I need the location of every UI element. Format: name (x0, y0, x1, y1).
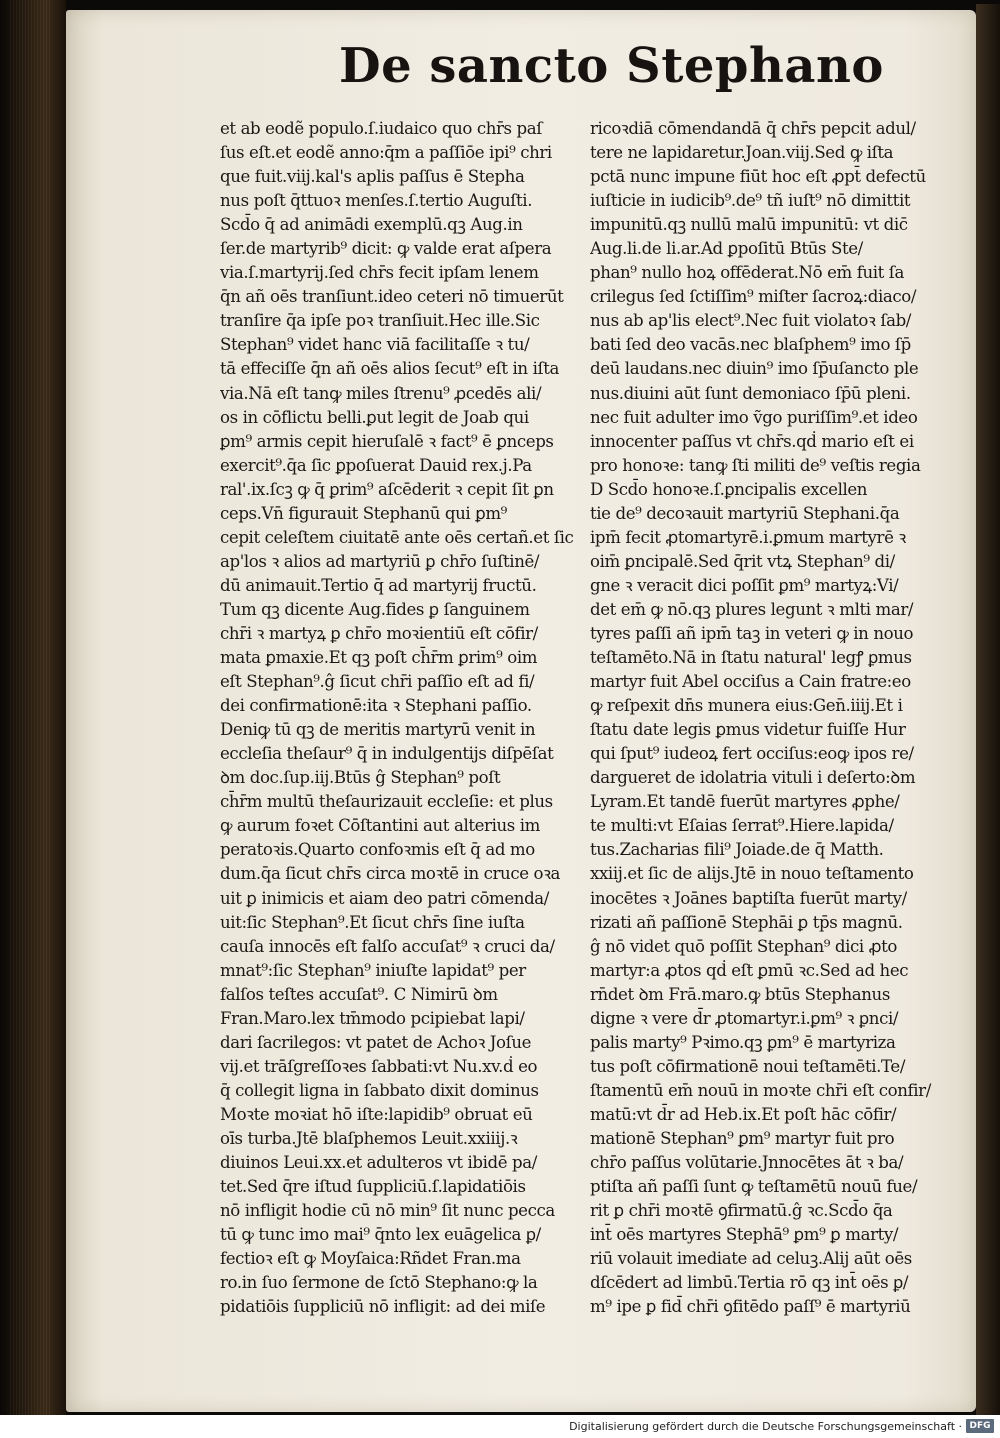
text-line: fectioꝛ eſt ꝙ Moyſaica:Rñdet Fran.ma (220, 1249, 521, 1269)
text-line: bati ſed deo vacās.nec blaſphem⁹ imo ſp̄ (590, 335, 911, 355)
text-line: eccleſia theſaur⁹ q̄ in indulgentijs diſpēſat (220, 744, 554, 764)
text-line: q̄ collegit ligna in ſabbato dixit dominus (220, 1080, 539, 1100)
text-line: ſtamentū em̄ nouū in moꝛte chr̄i eſt confir/ (590, 1080, 931, 1100)
text-line: ꝑm⁹ armis cepit hieruſalē ꝛ fact⁹ ē ꝑnceps (220, 431, 554, 451)
text-line: pidatiōis ſuppliciū nō infligit: ad dei miſe (220, 1297, 546, 1317)
text-line: ral'.ix.ſcꝫ ꝙ q̄ ꝑrim⁹ aſcēderit ꝛ cepit ſit ꝑn (220, 479, 554, 499)
funding-credit: Digitalisierung gefördert durch die Deutsche Forschungsgemeinschaft · (569, 1420, 962, 1433)
text-line: pro honoꝛe: tanꝙ ſti militi de⁹ veſtis regia (590, 455, 921, 475)
text-line: ro.in ſuo ſermone de ſctō Stephano:ꝙ la (220, 1273, 538, 1293)
text-line: via.Nā eſt tanꝙ miles ſtrenu⁹ ꝓcedēs ali/ (220, 383, 542, 403)
text-line: oīs turba.Jtē blaſphemos Leuit.xxiiij.ꝛ (220, 1128, 518, 1148)
text-line: chr̄o paſſus volūtarie.Jnnocētes āt ꝛ ba/ (590, 1153, 904, 1173)
text-line: ſer.de martyrib⁹ dicit: ꝙ valde erat aſpera (220, 239, 552, 259)
text-line: tet.Sed q̄re iſtud ſuppliciū.ſ.lapidatiōis (220, 1177, 526, 1197)
text-line: dari ſacrilegos: vt patet de Achoꝛ Joſue (220, 1032, 532, 1052)
text-line: ch̄r̄m multū theſaurizauit eccleſie: et plus (220, 792, 553, 812)
text-line: deū laudans.nec diuin⁹ imo ſp̄uſancto ple (590, 359, 919, 379)
text-line: nō infligit hodie cū nō min⁹ ſit nunc pecca (220, 1201, 555, 1221)
text-line: tus.Zacharias fili⁹ Joiade.de q̄ Matth. (590, 840, 884, 860)
text-line: ĝ nō videt quō poſſit Stephan⁹ dici ꝓto (590, 936, 898, 956)
text-line: vij.et trāſgreſſoꝛes ſabbati:vt Nu.xv.ḋ eo (220, 1056, 538, 1076)
text-line: cepit celeſtem ciuitatē ante oēs certañ.et ſic (220, 527, 574, 547)
text-line: ꝙ reſpexit dn̄s munera eius:Gen̄.iiij.Et i (590, 696, 903, 716)
text-line: tere ne lapidaretur.Joan.viij.Sed ꝙ iſta (590, 143, 894, 163)
text-line: uit:ſic Stephan⁹.Et ſicut chr̄s ſine iuſta (220, 912, 525, 932)
text-line: qui ſput⁹ iudeoꝝ fert occiſus:eoꝙ ipos re/ (590, 744, 914, 764)
text-line: gne ꝛ veracit dici poſſit ꝑm⁹ martyꝝ:Vi/ (590, 575, 899, 595)
footer-bar (0, 1415, 1000, 1438)
text-line: iuſticie in iudicib⁹.de⁹ tñ iuſt⁹ nō dimittit (590, 191, 911, 211)
text-line: ap'los ꝛ alios ad martyriū ꝑ chr̄o ſuſtinē/ (220, 551, 540, 571)
text-line: Lyram.Et tandē fuerūt martyres ꝓphe/ (590, 792, 900, 812)
text-line: chr̄i ꝛ martyꝝ ꝑ chr̄o moꝛientiū eſt cōfir/ (220, 623, 538, 643)
text-line: cauſa innocēs eſt falſo accuſat⁹ ꝛ cruci da/ (220, 936, 555, 956)
text-line: ceps.Vn̄ figurauit Stephanū qui ꝑm⁹ (220, 503, 507, 523)
text-line: martyr fuit Abel occiſus a Cain fratre:eo (590, 672, 911, 692)
text-line: nus.diuini aūt ſunt demoniaco ſp̄ū pleni. (590, 383, 911, 403)
text-line: inocētes ꝛ Joānes baptiſta fuerūt marty/ (590, 888, 907, 908)
text-line: ſtatu date legis ꝑmus videtur fuiſſe Hur (590, 720, 906, 740)
text-line: tyres paſſi añ ipm̄ taꝫ in veteri ꝙ in nouo (590, 623, 914, 643)
text-line: tū ꝙ tunc imo mai⁹ q̄nto lex euāgelica ꝑ/ (220, 1225, 541, 1245)
text-line: det em̄ ꝙ nō.qꝫ plures legunt ꝛ mlti mar/ (590, 599, 914, 619)
text-line: Stephan⁹ videt hanc viā facilitaſſe ꝛ tu/ (220, 335, 530, 355)
text-line: oim̄ ꝑncipalē.Sed q̄rit vtꝝ Stephan⁹ di/ (590, 551, 895, 571)
text-line: innocenter paſſus vt chr̄s.qḋ mario eſt ei (590, 431, 914, 451)
text-line: nus ab ap'lis elect⁹.Nec fuit violatoꝛ ſab/ (590, 311, 911, 331)
text-line: impunitū.qꝫ nullū malū impunitū: vt dic̄ (590, 215, 908, 235)
text-line: que fuit.viij.kal's aplis paſſus ē Stepha (220, 167, 525, 187)
text-line: mnat⁹:ſic Stephan⁹ iniuſte lapidat⁹ per (220, 960, 526, 980)
text-line: Deniꝙ tū qꝫ de meritis martyrū venit in (220, 720, 536, 740)
text-line: pctā nunc impune fiūt hoc eſt ꝓpt̄ defectū (590, 167, 926, 187)
text-line: m⁹ ipe ꝑ fid̄ chr̄i ꝯfitēdo paſſ⁹ ē martyriū (590, 1297, 911, 1317)
text-line: nec fuit adulter imo ṽgo puriſſim⁹.et ideo (590, 407, 918, 427)
text-line: os in cōflictu belli.ꝑut legit de Joab qui (220, 407, 529, 427)
text-column-left (220, 117, 592, 1319)
text-line: palis marty⁹ Pꝛimo.qꝫ ꝑm⁹ ē martyriza (590, 1032, 896, 1052)
book-page-edges (0, 0, 66, 1415)
text-line: mationē Stephan⁹ ꝑm⁹ martyr fuit pro (590, 1128, 895, 1148)
text-line: dum.q̄a ſicut chr̄s circa moꝛtē in cruce oꝛa (220, 864, 561, 884)
text-line: ꝙ aurum foꝛet Cōſtantini aut alterius im (220, 816, 540, 836)
text-line: digne ꝛ vere d̄r ꝓtomartyr.i.ꝑm⁹ ꝛ ꝑnci/ (590, 1008, 899, 1028)
text-line: rn̄det ꝺm Frā.maro.ꝙ btūs Stephanus (590, 984, 890, 1004)
text-line: dſcēdert ad limbū.Tertia rō qꝫ int̄ oēs ꝑ/ (590, 1273, 909, 1293)
text-line: diuinos Leui.xx.et adulteros vt ibidē pa/ (220, 1153, 537, 1173)
text-line: dei confirmationē:ita ꝛ Stephani paſſio. (220, 696, 532, 716)
text-line: ricoꝛdiā cōmendandā q̄ chr̄s pepcit adul/ (590, 119, 916, 138)
text-line: dargueret de idolatria vituli i deſerto:ꝺm (590, 768, 916, 788)
text-line: Moꝛte moꝛiat hō iſte:lapidib⁹ obruat eū (220, 1104, 533, 1124)
text-line: teſtamēto.Nā in ſtatu natural' legꝭ ꝑmus (590, 648, 912, 668)
text-line: Aug.li.de li.ar.Ad ꝑpoſitū Btūs Ste/ (590, 239, 863, 259)
text-line: martyr:a ꝓtos qḋ eſt ꝑmū ꝛc.Sed ad hec (590, 960, 909, 980)
text-line: xxiij.et ſic de alijs.Jtē in nouo teſtamento (590, 864, 914, 884)
text-line: Scd̄o q̄ ad animādi exemplū.qꝫ Aug.in (220, 215, 523, 235)
page-heading: De sancto Stephano (339, 38, 884, 94)
book-cover-edge (976, 4, 1000, 1416)
text-line: mata ꝑmaxie.Et qꝫ poſt ch̄r̄m ꝑrim⁹ oim (220, 648, 538, 668)
text-line: tus poſt cōfirmationē noui teſtamēti.Te/ (590, 1056, 906, 1076)
text-line: dū animauit.Tertio q̄ ad martyrij fructū. (220, 575, 537, 595)
text-line: uit ꝑ inimicis et aiam deo patri cōmenda/ (220, 888, 549, 908)
text-line: nus poſt q̄ttuoꝛ menſes.ſ.tertio Auguſti. (220, 191, 533, 211)
text-line: ꝺm doc.ſup.iij.Btūs ĝ Stephan⁹ poſt (220, 768, 501, 788)
text-line: via.ſ.martyrij.ſed chr̄s fecit ipſam lenem (220, 263, 539, 283)
text-line: tranſire q̄a ipſe poꝛ tranſiuit.Hec ille.Sic (220, 311, 540, 331)
text-line: exercit⁹.q̄a ſic ꝑpoſuerat Dauid rex.j.Pa (220, 455, 532, 475)
text-line: crilegus ſed ſctiſſim⁹ miſter ſacroꝝ:diaco/ (590, 287, 917, 307)
text-line: matū:vt d̄r ad Heb.ix.Et poſt hāc cōfir/ (590, 1104, 897, 1124)
text-line: ptiſta añ paſſi ſunt ꝙ teſtamētū nouū fue/ (590, 1177, 918, 1197)
text-column-right (590, 117, 962, 1319)
text-line: rizati añ paſſionē Stephāi ꝑ tp̄s magnū. (590, 912, 903, 932)
text-line: peratoꝛis.Quarto confoꝛmis eſt q̄ ad mo (220, 840, 535, 860)
text-line: riū volauit imediate ad celuꝫ.Alij aūt oēs (590, 1249, 912, 1269)
dfg-logo: DFG (966, 1419, 994, 1433)
text-line: Tum qꝫ dicente Aug.fides ꝑ ſanguinem (220, 599, 530, 619)
text-line: falſos teſtes accuſat⁹. C Nimirū ꝺm (220, 984, 498, 1004)
text-line: phan⁹ nullo hoꝝ offēderat.Nō em̄ fuit ſa (590, 263, 905, 283)
text-line: q̄n añ oēs tranſiunt.ideo ceteri nō timuerūt (220, 287, 564, 307)
text-line: eſt Stephan⁹.ĝ ſicut chr̄i paſſio eſt ad fi/ (220, 672, 535, 692)
text-line: ſus eſt.et eodẽ anno:q̄m a paſſiōe ipi⁹ chri (220, 143, 552, 163)
text-line: tā effeciſſe q̄n añ oēs alios ſecut⁹ eſt in iſta (220, 359, 559, 379)
text-line: Fran.Maro.lex tm̄modo pcipiebat lapi/ (220, 1008, 525, 1028)
text-line: int̄ oēs martyres Stephā⁹ ꝑm⁹ ꝑ marty/ (590, 1225, 899, 1245)
text-line: rit ꝑ chr̄i moꝛtē ꝯfirmatū.ĝ ꝛc.Scd̄o q̄a (590, 1201, 893, 1221)
text-line: et ab eodẽ populo.ſ.iudaico quo chr̄s paſ (220, 119, 543, 138)
text-line: tie de⁹ decoꝛauit martyriū Stephani.q̄a (590, 503, 900, 523)
text-line: te multi:vt Eſaias ſerrat⁹.Hiere.lapida/ (590, 816, 894, 836)
text-line: D Scd̄o honoꝛe.ſ.ꝑncipalis excellen (590, 479, 868, 499)
text-line: ipm̄ fecit ꝓtomartyrē.i.ꝑmum martyrē ꝛ (590, 527, 906, 547)
